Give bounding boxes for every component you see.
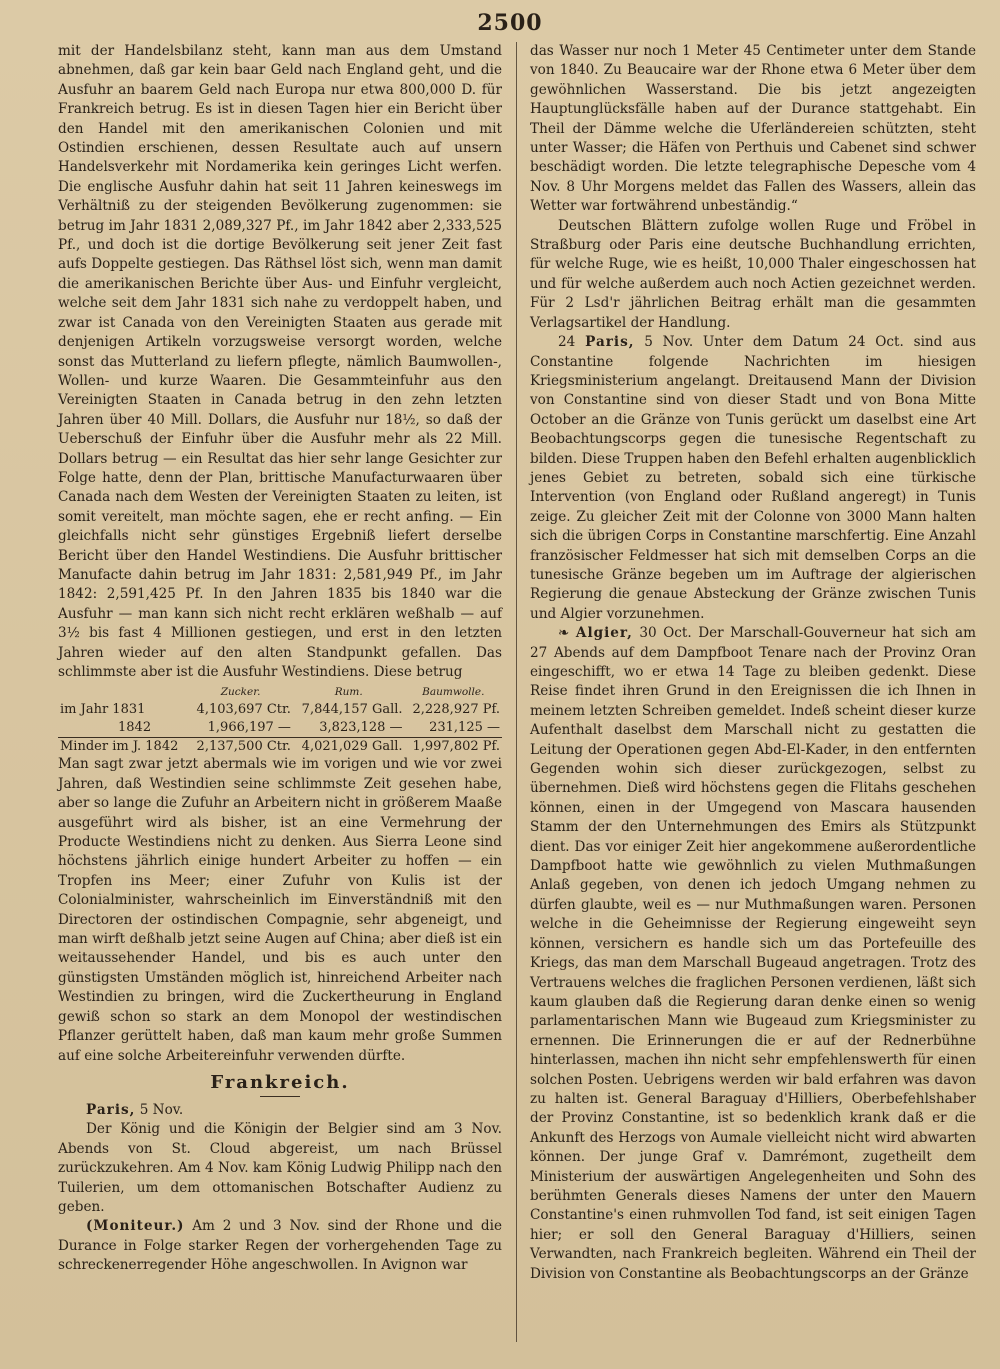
table-header-cell: Zucker. (220, 686, 261, 699)
constantine-paragraph (530, 333, 976, 624)
table-row (58, 719, 502, 738)
dateline-place: Paris, (585, 334, 635, 351)
correspondent-mark: 24 (558, 334, 576, 351)
right-column (530, 42, 976, 1284)
dateline-paris (58, 1101, 502, 1120)
table-cell: 4,103,697 Ctr. (196, 702, 291, 718)
flood-text: Am 2 und 3 Nov. sind der Rhone und die Durance in Folge starker Regen der vorhergehenden Tage zu schreckenerregender Höhe angeschwollen. In Avignon war (58, 1218, 502, 1274)
table-cell: 4,021,029 Gall. (293, 738, 405, 756)
correspondent-mark: ❧ (558, 625, 570, 642)
dateline-place: Algier, (575, 625, 633, 642)
table-cell: 3,823,128 — (319, 720, 403, 736)
table-cell: 7,844,157 Gall. (301, 702, 403, 718)
belgian-royals-paragraph: Der König und die Königin der Belgier sind am 3 Nov. Abends von St. Cloud abgereist, um nach Brüssel zurückzukehren. Am 4 Nov. kam König Ludwig Philipp nach den Tuilerien, um dem ottomanischen Botschafter Audienz zu geben. (58, 1121, 502, 1215)
table-cell: 2,228,927 Pf. (412, 702, 500, 718)
bookshop-paragraph: Deutschen Blättern zufolge wollen Ruge und Fröbel in Straßburg oder Paris eine deutsche Buchhandlung errichten, für welche Ruge, wie es heißt, 10,000 Thaler eingeschossen hat und für welche außerdem auch noch Actien gezeichnet werden. Für 2 Lsd'r jährlichen Beitrag erhält man die gesammten Verlagsartikel der Handlung. (530, 217, 976, 331)
table-cell: 231,125 — (429, 720, 500, 736)
trade-report-paragraph: mit der Handelsbilanz steht, kann man aus dem Umstand abnehmen, daß gar kein baar Geld nach England geht, und die Ausfuhr an baarem Geld nach Europa nur etwa 800,000 D. für Frankreich betrug. Es ist in diesen Tagen hier ein Bericht über den Handel mit den amerikanischen Colonien und mit Ostindien erschienen, dessen Resultate auch auf unsern Handelsverkehr mit Nordamerika kein geringes Licht werfen. Die englische Ausfuhr dahin hat seit 11 Jahren keineswegs im Verhältniß zu der steigenden Bevölkerung zugenommen: sie betrug im Jahr 1831 2,089,327 Pf., im Jahr 1842 aber 2,333,525 Pf., und doch ist die dortige Bevölkerung seit jener Zeit fast aufs Doppelte gestiegen. Das Räthsel löst sich, wenn man damit die amerikanischen Berichte über Aus- und Einfuhr vergleicht, welche seit dem Jahr 1831 sich nahe zu verdoppelt haben, und zwar ist Canada von den Vereinigten Staaten aus gerade mit denjenigen Artikeln vorzugsweise versorgt worden, welche sonst das Mutterland zu liefern pflegte, nämlich Baumwollen-, Wollen- und kurze Waaren. Die Gesammteinfuhr aus den Vereinigten Staaten in Canada betrug in den zehn letzten Jahren über 40 Mill. Dollars, die Ausfuhr nur 18½, so daß der Ueberschuß der Einfuhr über die Ausfuhr mehr als 22 Mill. Dollars betrug — ein Resultat das hier sehr lange Gesichter zur Folge hatte, denn der Plan, brittische Manufacturwaaren über Canada nach dem Westen der Vereinigten Staaten zu leiten, ist somit vereitelt, man möchte sagen, ehe er recht anfing. — Ein gleichfalls nicht sehr günstiges Ergebniß liefert derselbe Bericht über den Handel Westindiens. Die Ausfuhr brittischer Manufacte dahin betrug im Jahr 1831: 2,581,949 Pf., im Jahr 1842: 2,591,425 Pf. In den Jahren 1835 bis 1840 war die Ausfuhr — man kann sich nicht recht erklären weßhalb — auf 3½ bis fast 4 Millionen gestiegen, und erst in den letzten Jahren wieder auf den alten Standpunkt gefallen. Das schlimmste aber ist die Ausfuhr Westindiens. Diese betrug (58, 43, 502, 680)
table-cell: 1,966,197 — (207, 720, 291, 736)
table-cell: 2,137,500 Ctr. (188, 738, 293, 756)
west-indies-export-table (58, 684, 502, 755)
table-header-cell (58, 684, 188, 701)
table-row (58, 701, 502, 719)
dateline-place: Paris, (86, 1101, 136, 1118)
flood-continued-paragraph: das Wasser nur noch 1 Meter 45 Centimeter unter dem Stande von 1840. Zu Beaucaire war der Rhone etwa 6 Meter über dem gewöhnlichen Wasserstand. Die bis jetzt angezeigten Hauptunglücksfälle haben auf der Durance stattgehabt. Ein Theil der Dämme welche die Uferländereien schützten, steht unter Wasser; die Häfen von Perthuis und Cabenet sind schwer beschädigt worden. Die letzte telegraphische Depesche vom 4 Nov. 8 Uhr Morgens meldet das Fallen des Wassers, allein das Wetter war fortwährend unbeständig.“ (530, 43, 976, 215)
algier-text: 30 Oct. Der Marschall-Gouverneur hat sich am 27 Abends auf dem Dampfboot Tenare nach der Provinz Oran eingeschifft, wo er etwa 14 Tage zu bleiben gedenkt. Diese Reise findet ihren Grund in den Ereignissen die ich Ihnen in meinem letzten Schreiben gemeldet. Indeß scheint dieser kurze Aufenthalt daselbst dem Marschall nicht zu gestatten die Leitung der Operationen gegen Abd-El-Kader, in den entfernten Gegenden wohin sich dieser zurückgezogen, selbst zu übernehmen. Dieß wird höchstens gegen die Flitahs geschehen können, einen in der Umgegend von Mascara hausenden Stamm der den Unternehmungen des Emirs als Stützpunkt dient. Das vor einiger Zeit hier angekommene außerordentliche Dampfboot hatte wie gewöhnlich zu vielen Muthmaßungen Anlaß gegeben, von denen ich jedoch Umgang nehmen zu dürfen glaubte, weil es — nur Muthmaßungen waren. Personen welche in die Geheimnisse der Regierung eingeweiht seyn können, versichern es handle sich um das Portefeuille des Kriegs, das man dem Marschall Bugeaud angetragen. Trotz des Vertrauens welches die fraglichen Personen verdienen, läßt sich kaum glauben daß die Regierung daran denke einen so wenig parlamentarischen Mann wie Bugeaud zum Kriegsminister zu ernennen. Die Erinnerungen die er auf der Rednerbühne hinterlassen, machen ihn nicht sehr empfehlenswerth für einen solchen Posten. Uebrigens werden wir bald erfahren was davon zu halten ist. General Baraguay d'Hilliers, Oberbefehlshaber der Provinz Constantine, ist so bedenklich krank daß er die Ankunft des Herzogs von Aumale vielleicht nicht wird abwarten können. Der junge Graf v. Damrémont, zugetheilt dem Ministerium der auswärtigen Angelegenheiten und Sohn des berühmten Generals dieses Namens der unter den Mauern Constantine's einen ruhmvollen Tod fand, ist seit einigen Tagen hier; er soll den General Baraguay d'Hilliers, seinen Verwandten, nach Frankreich begleiten. Während ein Theil der Division von Constantine als Beobachtungscorps an der Gränze (530, 625, 976, 1282)
section-heading-frankreich: Frankreich. (58, 1072, 502, 1097)
table-cell: 1,997,802 Pf. (405, 738, 502, 756)
west-indies-paragraph: Man sagt zwar jetzt abermals wie im vorigen und wie vor zwei Jahren, daß Westindien seine schlimmste Zeit gesehen habe, aber so lange die Zufuhr an Arbeitern nicht in größerem Maaße ausgeführt wird als bisher, ist an eine Vermehrung der Producte Westindiens nicht zu denken. Aus Sierra Leone sind höchstens jährlich einige hundert Arbeiter zu hoffen — ein Tropfen ins Meer; einer Zufuhr von Kulis ist der Colonialminister, wahrscheinlich im Einverständniß mit den Directoren der ostindischen Compagnie, sehr abgeneigt, und man wirft deßhalb jetzt seine Augen auf China; aber dieß ist ein weitaussehender Handel, und bis es auch unter den günstigsten Umständen möglich ist, hinreichend Arbeiter nach Westindien zu bringen, wird die Zuckertheurung in England gewiß schon so stark an dem Monopol der westindischen Pflanzer gerüttelt haben, daß man kaum mehr große Summen auf eine solche Arbeitereinfuhr verwenden dürfte. (58, 756, 502, 1064)
page-number: 2500 (477, 10, 543, 36)
source-moniteur: (Moniteur.) (86, 1218, 185, 1235)
table-header-row (58, 684, 502, 701)
left-column (58, 42, 502, 1276)
flood-paragraph (58, 1217, 502, 1275)
column-divider (516, 42, 517, 1342)
table-row (58, 738, 502, 756)
dateline-date: 5 Nov. (135, 1101, 184, 1118)
table-header-cell: Baumwolle. (422, 686, 485, 699)
table-header-cell: Rum. (334, 686, 363, 699)
table-cell: im Jahr 1831 (60, 702, 146, 718)
table-cell: Minder im J. 1842 (58, 738, 188, 756)
table-cell: 1842 (118, 720, 152, 736)
constantine-text: 5 Nov. Unter dem Datum 24 Oct. sind aus Constantine folgende Nachrichten im hiesigen Kriegsministerium angelangt. Dreitausend Mann der Division von Constantine sind von dieser Stadt und von Bona Mitte October an die Gränze von Tunis gerückt um daselbst eine Art Beobachtungscorps gegen die tunesische Regentschaft zu bilden. Diese Truppen haben den Befehl erhalten augenblicklich jenes Gebiet zu betreten, sobald sich eine türkische Intervention (von England oder Rußland angeregt) in Tunis zeige. Zu gleicher Zeit mit der Colonne von 3000 Mann halten sich die übrigen Corps in Constantine marschfertig. Eine Anzahl französischer Feldmesser hat sich mit demselben Corps an die tunesische Gränze begeben um im Auftrage der algierischen Regierung die genaue Absteckung der Gränze zwischen Tunis und Algier vorzunehmen. (530, 334, 976, 622)
algier-paragraph (530, 624, 976, 1284)
